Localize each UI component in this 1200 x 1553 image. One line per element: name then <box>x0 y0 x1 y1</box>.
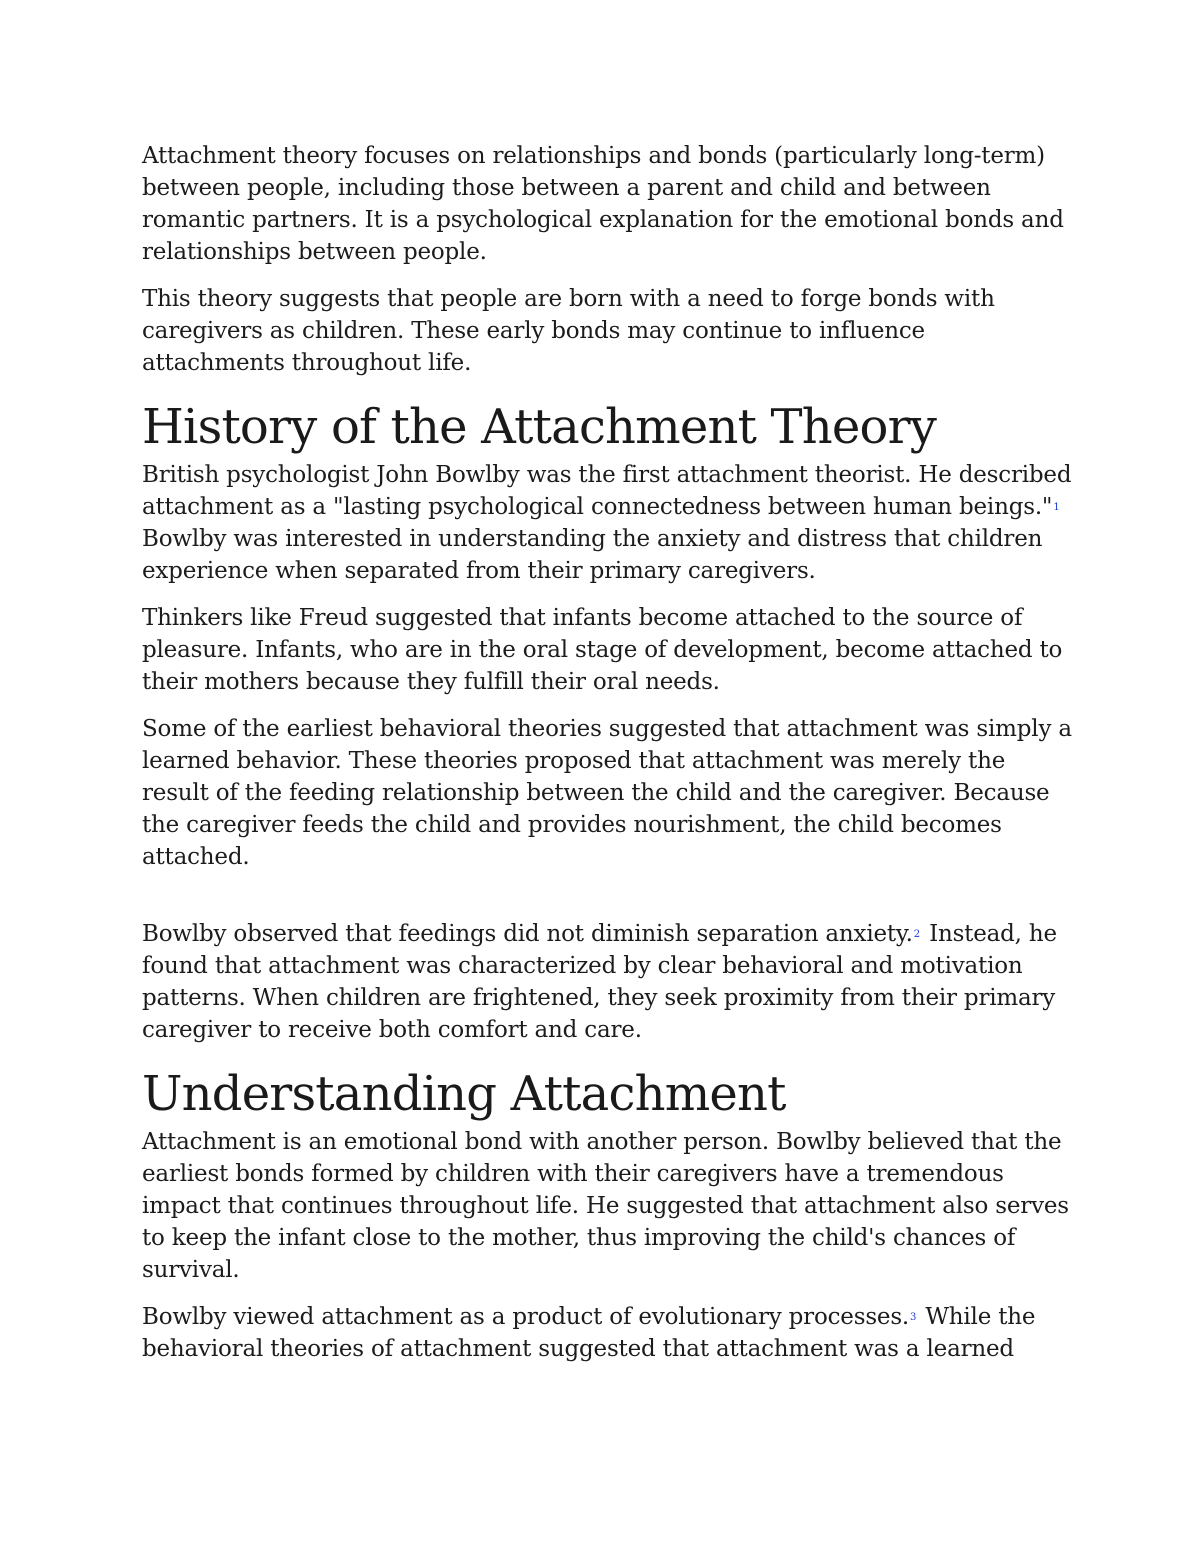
history-paragraph-2: Thinkers like Freud suggested that infants become attached to the source of pleasure. Infants, who are in the oral stage of development, become attached to their mothers because they fulfill their oral needs. <box>142 605 1063 695</box>
history-paragraph-1 <box>142 459 1072 587</box>
understanding-paragraph-2-text-b: While the behavioral theories of attachment suggested that attachment was a learned <box>142 1304 1036 1362</box>
understanding-paragraph-2-text-a: Bowlby viewed attachment as a product of evolutionary processes. <box>142 1304 910 1330</box>
paragraph-spacer <box>142 888 1072 918</box>
understanding-paragraph-1: Attachment is an emotional bond with another person. Bowlby believed that the earliest bonds formed by children with their caregivers have a tremendous impact that continues throughout life. He suggested that attachment also serves to keep the infant close to the mother, thus improving the child's chances of survival. <box>142 1129 1069 1283</box>
history-paragraph-1-text-a: British psychologist John Bowlby was the first attachment theorist. He described attachment as a "lasting psychological connectedness between human beings." <box>142 462 1072 520</box>
history-heading: History of the Attachment Theory <box>142 399 937 455</box>
understanding-paragraph-2 <box>142 1301 1072 1365</box>
intro-paragraph-2: This theory suggests that people are born with a need to forge bonds with caregivers as children. These early bonds may continue to influence attachments throughout life. <box>142 286 995 376</box>
citation-link-3[interactable]: 3 <box>910 1312 917 1323</box>
citation-link-1[interactable]: 1 <box>1053 502 1060 513</box>
history-paragraph-4 <box>142 918 1072 1046</box>
history-paragraph-4-text-b: Instead, he found that attachment was characterized by clear behavioral and motivation patterns. When children are frightened, they seek proximity from their primary caregiver to receive both comfort and care. <box>142 921 1057 1043</box>
citation-link-2[interactable]: 2 <box>913 929 920 940</box>
history-paragraph-4-text-a: Bowlby observed that feedings did not diminish separation anxiety. <box>142 921 913 947</box>
history-paragraph-3: Some of the earliest behavioral theories suggested that attachment was simply a learned behavior. These theories proposed that attachment was merely the result of the feeding relationship between the child and the caregiver. Because the caregiver feeds the child and provides nourishment, the child becomes attached. <box>142 716 1072 870</box>
intro-paragraph-1: Attachment theory focuses on relationships and bonds (particularly long-term) between people, including those between a parent and child and between romantic partners. It is a psychological explanation for the emotional bonds and relationships between people. <box>142 143 1064 265</box>
understanding-heading: Understanding Attachment <box>142 1066 786 1122</box>
document-page <box>142 140 1072 1380</box>
history-paragraph-1-text-b: Bowlby was interested in understanding the anxiety and distress that children experience when separated from their primary caregivers. <box>142 526 1043 584</box>
